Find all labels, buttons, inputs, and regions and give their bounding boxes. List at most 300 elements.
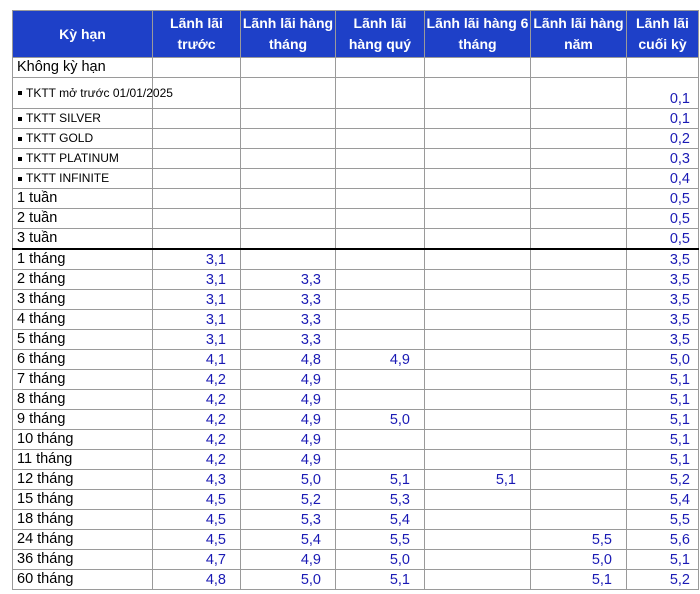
rate-cell: [241, 490, 336, 510]
rate-cell: [241, 430, 336, 450]
rate-value: 3,1: [205, 272, 226, 288]
header-end-of-term: Lãnh lãi cuối kỳ: [627, 11, 699, 58]
rate-cell: [336, 430, 425, 450]
header-semiannual: Lãnh lãi hàng 6 tháng: [425, 11, 531, 58]
table-row: [13, 270, 699, 290]
rate-cell: [531, 470, 627, 490]
rate-cell: [627, 470, 699, 490]
rate-cell: [153, 570, 241, 590]
rate-cell: [153, 109, 241, 129]
rate-value: 4,1: [205, 352, 226, 368]
rate-cell: [627, 430, 699, 450]
bullet-icon: [18, 137, 22, 141]
rate-cell: [627, 229, 699, 250]
rate-value: 3,5: [669, 332, 690, 348]
table-row: [13, 169, 699, 189]
rate-cell: [336, 450, 425, 470]
rate-cell: [425, 129, 531, 149]
term-label: 2 tháng: [17, 271, 66, 287]
rate-value: 3,1: [205, 292, 226, 308]
rate-value: 5,1: [495, 472, 516, 488]
rate-cell: [153, 370, 241, 390]
rate-value: 0,1: [669, 91, 690, 107]
term-label: 11 tháng: [17, 451, 73, 467]
rate-cell: [425, 78, 531, 109]
header-term: Kỳ hạn: [13, 11, 153, 58]
term-label: 10 tháng: [17, 431, 74, 447]
rate-value: 5,0: [389, 412, 410, 428]
rate-cell: [531, 510, 627, 530]
rate-cell: [241, 370, 336, 390]
rate-value: 3,3: [300, 332, 321, 348]
term-cell: [13, 410, 153, 430]
rate-cell: [153, 470, 241, 490]
table-row: [13, 430, 699, 450]
rate-cell: [425, 330, 531, 350]
rate-cell: [531, 490, 627, 510]
rate-cell: [531, 310, 627, 330]
rate-cell: [531, 570, 627, 590]
rate-value: 5,0: [300, 472, 321, 488]
rate-value: 5,0: [591, 552, 612, 568]
term-cell: [13, 270, 153, 290]
rate-cell: [425, 149, 531, 169]
term-label: 36 tháng: [17, 551, 74, 567]
term-cell: [13, 58, 153, 78]
term-label: 3 tháng: [17, 291, 66, 307]
term-label: 15 tháng: [17, 491, 74, 507]
rate-cell: [627, 149, 699, 169]
rate-cell: [241, 510, 336, 530]
table-row: [13, 209, 699, 229]
rate-value: 5,6: [669, 532, 690, 548]
rate-cell: [241, 189, 336, 209]
rate-cell: [241, 410, 336, 430]
rate-value: 0,5: [669, 191, 690, 207]
term-cell: [13, 550, 153, 570]
rate-cell: [153, 410, 241, 430]
term-label: 8 tháng: [17, 391, 66, 407]
rate-value: 5,5: [389, 532, 410, 548]
term-label: 9 tháng: [17, 411, 66, 427]
rate-value: 5,2: [300, 492, 321, 508]
rate-cell: [425, 209, 531, 229]
rate-value: 4,9: [300, 452, 321, 468]
interest-rate-table: [12, 10, 699, 590]
table-row: [13, 310, 699, 330]
rate-cell: [153, 530, 241, 550]
rate-value: 5,0: [300, 572, 321, 588]
rate-cell: [531, 370, 627, 390]
header-monthly: Lãnh lãi hàng tháng: [241, 11, 336, 58]
rate-cell: [241, 209, 336, 229]
term-label: 7 tháng: [17, 371, 66, 387]
table-row: [13, 390, 699, 410]
rate-value: 3,5: [669, 252, 690, 268]
table-row: [13, 149, 699, 169]
header-prepaid: Lãnh lãi trước: [153, 11, 241, 58]
rate-cell: [241, 530, 336, 550]
rate-value: 4,2: [205, 432, 226, 448]
rate-value: 5,1: [669, 412, 690, 428]
term-cell: [13, 229, 153, 250]
rate-cell: [425, 530, 531, 550]
term-cell: [13, 78, 173, 109]
rate-cell: [153, 290, 241, 310]
rate-cell: [425, 450, 531, 470]
rate-cell: [425, 550, 531, 570]
term-label: 2 tuần: [17, 210, 58, 226]
term-label: 18 tháng: [17, 511, 74, 527]
table-row: [13, 370, 699, 390]
rate-value: 4,2: [205, 372, 226, 388]
rate-value: 4,5: [205, 512, 226, 528]
term-cell: [13, 430, 153, 450]
rate-cell: [627, 550, 699, 570]
table-row: [13, 78, 699, 109]
term-cell: [13, 249, 153, 270]
rate-cell: [531, 350, 627, 370]
rate-cell: [627, 530, 699, 550]
term-label: TKTT SILVER: [26, 111, 101, 126]
term-label: 6 tháng: [17, 351, 66, 367]
rate-cell: [153, 169, 241, 189]
rate-cell: [336, 290, 425, 310]
rate-value: 4,9: [389, 352, 410, 368]
table-row: [13, 290, 699, 310]
rate-value: 0,5: [669, 211, 690, 227]
rate-cell: [531, 450, 627, 470]
rate-cell: [241, 78, 336, 109]
rate-cell: [153, 270, 241, 290]
rate-cell: [153, 430, 241, 450]
term-label: 5 tháng: [17, 331, 66, 347]
rate-cell: [241, 129, 336, 149]
rate-cell: [531, 430, 627, 450]
rate-value: 5,3: [389, 492, 410, 508]
table-body: [13, 58, 699, 590]
term-cell: [13, 450, 153, 470]
rate-cell: [153, 490, 241, 510]
rate-value: 5,3: [300, 512, 321, 528]
rate-cell: [336, 550, 425, 570]
term-cell: [13, 290, 153, 310]
rate-value: 3,1: [205, 312, 226, 328]
table-row: [13, 410, 699, 430]
rate-cell: [153, 209, 241, 229]
rate-cell: [627, 290, 699, 310]
rate-value: 3,1: [205, 332, 226, 348]
rate-cell: [336, 229, 425, 250]
rate-cell: [627, 129, 699, 149]
rate-cell: [241, 290, 336, 310]
rate-value: 5,1: [389, 472, 410, 488]
rate-value: 5,4: [669, 492, 690, 508]
rate-cell: [336, 209, 425, 229]
term-label: TKTT mở trước 01/01/2025: [26, 85, 173, 100]
term-cell: [13, 570, 153, 590]
rate-cell: [627, 78, 699, 109]
rate-cell: [627, 109, 699, 129]
rate-cell: [425, 410, 531, 430]
rate-cell: [627, 310, 699, 330]
term-label: 4 tháng: [17, 311, 66, 327]
rate-value: 4,2: [205, 392, 226, 408]
rate-cell: [531, 129, 627, 149]
rate-cell: [425, 510, 531, 530]
table-row: [13, 58, 699, 78]
rate-cell: [241, 350, 336, 370]
rate-cell: [531, 410, 627, 430]
rate-cell: [336, 109, 425, 129]
rate-value: 0,4: [669, 171, 690, 187]
rate-cell: [425, 370, 531, 390]
rate-cell: [531, 58, 627, 78]
rate-cell: [531, 169, 627, 189]
rate-cell: [425, 109, 531, 129]
rate-cell: [531, 390, 627, 410]
rate-cell: [153, 330, 241, 350]
rate-value: 0,3: [669, 151, 690, 167]
rate-value: 3,3: [300, 312, 321, 328]
rate-cell: [627, 490, 699, 510]
rate-value: 5,4: [300, 532, 321, 548]
rate-cell: [627, 249, 699, 270]
term-cell: [13, 490, 153, 510]
table-row: [13, 490, 699, 510]
rate-value: 4,7: [205, 552, 226, 568]
term-label: 1 tháng: [17, 251, 66, 267]
rate-value: 0,5: [669, 231, 690, 247]
rate-cell: [336, 530, 425, 550]
term-label: 12 tháng: [17, 471, 74, 487]
rate-cell: [425, 430, 531, 450]
table-row: [13, 249, 699, 270]
rate-cell: [336, 58, 425, 78]
term-cell: [13, 470, 153, 490]
bullet-icon: [18, 177, 22, 181]
rate-cell: [627, 169, 699, 189]
rate-cell: [531, 550, 627, 570]
header-quarterly: Lãnh lãi hàng quý: [336, 11, 425, 58]
rate-cell: [531, 149, 627, 169]
rate-cell: [425, 169, 531, 189]
table-row: [13, 229, 699, 250]
rate-cell: [336, 490, 425, 510]
rate-value: 4,2: [205, 452, 226, 468]
rate-cell: [425, 350, 531, 370]
header-annual: Lãnh lãi hàng năm: [531, 11, 627, 58]
rate-cell: [241, 570, 336, 590]
rate-cell: [425, 290, 531, 310]
rate-cell: [241, 270, 336, 290]
rate-cell: [241, 310, 336, 330]
rate-value: 5,0: [669, 352, 690, 368]
rate-cell: [336, 310, 425, 330]
rate-value: 3,1: [205, 252, 226, 268]
rate-cell: [153, 450, 241, 470]
rate-cell: [627, 330, 699, 350]
rate-cell: [241, 390, 336, 410]
table-row: [13, 450, 699, 470]
rate-value: 3,5: [669, 272, 690, 288]
rate-cell: [153, 310, 241, 330]
rate-cell: [336, 169, 425, 189]
table-row: [13, 570, 699, 590]
term-label: TKTT INFINITE: [26, 171, 110, 186]
rate-value: 5,1: [669, 432, 690, 448]
term-label: Không kỳ hạn: [17, 59, 106, 75]
rate-cell: [336, 470, 425, 490]
rate-cell: [531, 109, 627, 129]
rate-value: 5,1: [669, 452, 690, 468]
rate-value: 4,2: [205, 412, 226, 428]
term-label: 60 tháng: [17, 571, 74, 587]
rate-cell: [153, 510, 241, 530]
term-label: 24 tháng: [17, 531, 74, 547]
rate-cell: [336, 270, 425, 290]
rate-cell: [531, 209, 627, 229]
rate-cell: [241, 229, 336, 250]
rate-value: 4,8: [205, 572, 226, 588]
term-cell: [13, 169, 153, 189]
rate-cell: [241, 330, 336, 350]
rate-value: 3,5: [669, 292, 690, 308]
term-label: TKTT PLATINUM: [26, 151, 119, 166]
term-cell: [13, 350, 153, 370]
rate-cell: [336, 390, 425, 410]
rate-cell: [425, 490, 531, 510]
rate-cell: [531, 189, 627, 209]
rate-cell: [531, 330, 627, 350]
rate-value: 0,1: [669, 111, 690, 127]
rate-cell: [425, 189, 531, 209]
rate-value: 5,2: [669, 572, 690, 588]
table-row: [13, 510, 699, 530]
rate-cell: [336, 410, 425, 430]
term-cell: [13, 189, 153, 209]
rate-value: 0,2: [669, 131, 690, 147]
rate-value: 5,2: [669, 472, 690, 488]
rate-cell: [336, 189, 425, 209]
rate-cell: [627, 350, 699, 370]
rate-cell: [627, 58, 699, 78]
rate-value: 5,1: [669, 552, 690, 568]
rate-value: 3,3: [300, 272, 321, 288]
rate-cell: [153, 390, 241, 410]
rate-cell: [336, 149, 425, 169]
term-cell: [13, 109, 153, 129]
bullet-icon: [18, 157, 22, 161]
rate-value: 4,9: [300, 372, 321, 388]
rate-cell: [241, 109, 336, 129]
rate-cell: [153, 129, 241, 149]
rate-cell: [153, 149, 241, 169]
rate-value: 3,3: [300, 292, 321, 308]
rate-cell: [425, 390, 531, 410]
table-row: [13, 189, 699, 209]
term-cell: [13, 149, 153, 169]
rate-cell: [627, 410, 699, 430]
rate-cell: [153, 249, 241, 270]
term-label: 3 tuần: [17, 230, 58, 246]
rate-cell: [241, 450, 336, 470]
rate-cell: [336, 570, 425, 590]
rate-value: 4,9: [300, 432, 321, 448]
rate-value: 5,0: [389, 552, 410, 568]
rate-value: 3,5: [669, 312, 690, 328]
header-row: [13, 11, 699, 58]
bullet-icon: [18, 91, 22, 95]
rate-value: 4,8: [300, 352, 321, 368]
rate-cell: [627, 390, 699, 410]
rate-cell: [241, 169, 336, 189]
rate-cell: [153, 58, 241, 78]
bullet-icon: [18, 117, 22, 121]
rate-value: 5,1: [389, 572, 410, 588]
rate-value: 4,3: [205, 472, 226, 488]
term-cell: [13, 129, 153, 149]
term-cell: [13, 390, 153, 410]
rate-cell: [153, 350, 241, 370]
rate-value: 4,9: [300, 552, 321, 568]
rate-cell: [627, 570, 699, 590]
rate-cell: [336, 129, 425, 149]
rate-cell: [336, 370, 425, 390]
rate-cell: [425, 249, 531, 270]
rate-cell: [627, 189, 699, 209]
rate-cell: [627, 510, 699, 530]
rate-cell: [425, 229, 531, 250]
rate-cell: [425, 270, 531, 290]
term-cell: [13, 330, 153, 350]
rate-cell: [627, 370, 699, 390]
term-cell: [13, 310, 153, 330]
rate-cell: [425, 310, 531, 330]
term-cell: [13, 209, 153, 229]
rate-cell: [336, 249, 425, 270]
term-label: TKTT GOLD: [26, 131, 94, 146]
rate-cell: [531, 229, 627, 250]
rate-value: 4,5: [205, 532, 226, 548]
rate-value: 4,9: [300, 412, 321, 428]
rate-cell: [627, 270, 699, 290]
rate-value: 5,1: [669, 372, 690, 388]
rate-cell: [425, 58, 531, 78]
rate-cell: [425, 470, 531, 490]
rate-cell: [531, 78, 627, 109]
rate-cell: [153, 189, 241, 209]
rate-cell: [336, 330, 425, 350]
term-label: 1 tuần: [17, 190, 58, 206]
rate-value: 4,5: [205, 492, 226, 508]
rate-value: 5,4: [389, 512, 410, 528]
term-cell: [13, 510, 153, 530]
rate-cell: [241, 550, 336, 570]
rate-cell: [627, 450, 699, 470]
table-row: [13, 109, 699, 129]
rate-value: 5,1: [669, 392, 690, 408]
rate-cell: [531, 530, 627, 550]
rate-cell: [241, 470, 336, 490]
rate-cell: [336, 350, 425, 370]
rate-value: 4,9: [300, 392, 321, 408]
rate-cell: [531, 249, 627, 270]
rate-cell: [241, 58, 336, 78]
rate-value: 5,5: [591, 532, 612, 548]
term-cell: [13, 370, 153, 390]
table-row: [13, 550, 699, 570]
